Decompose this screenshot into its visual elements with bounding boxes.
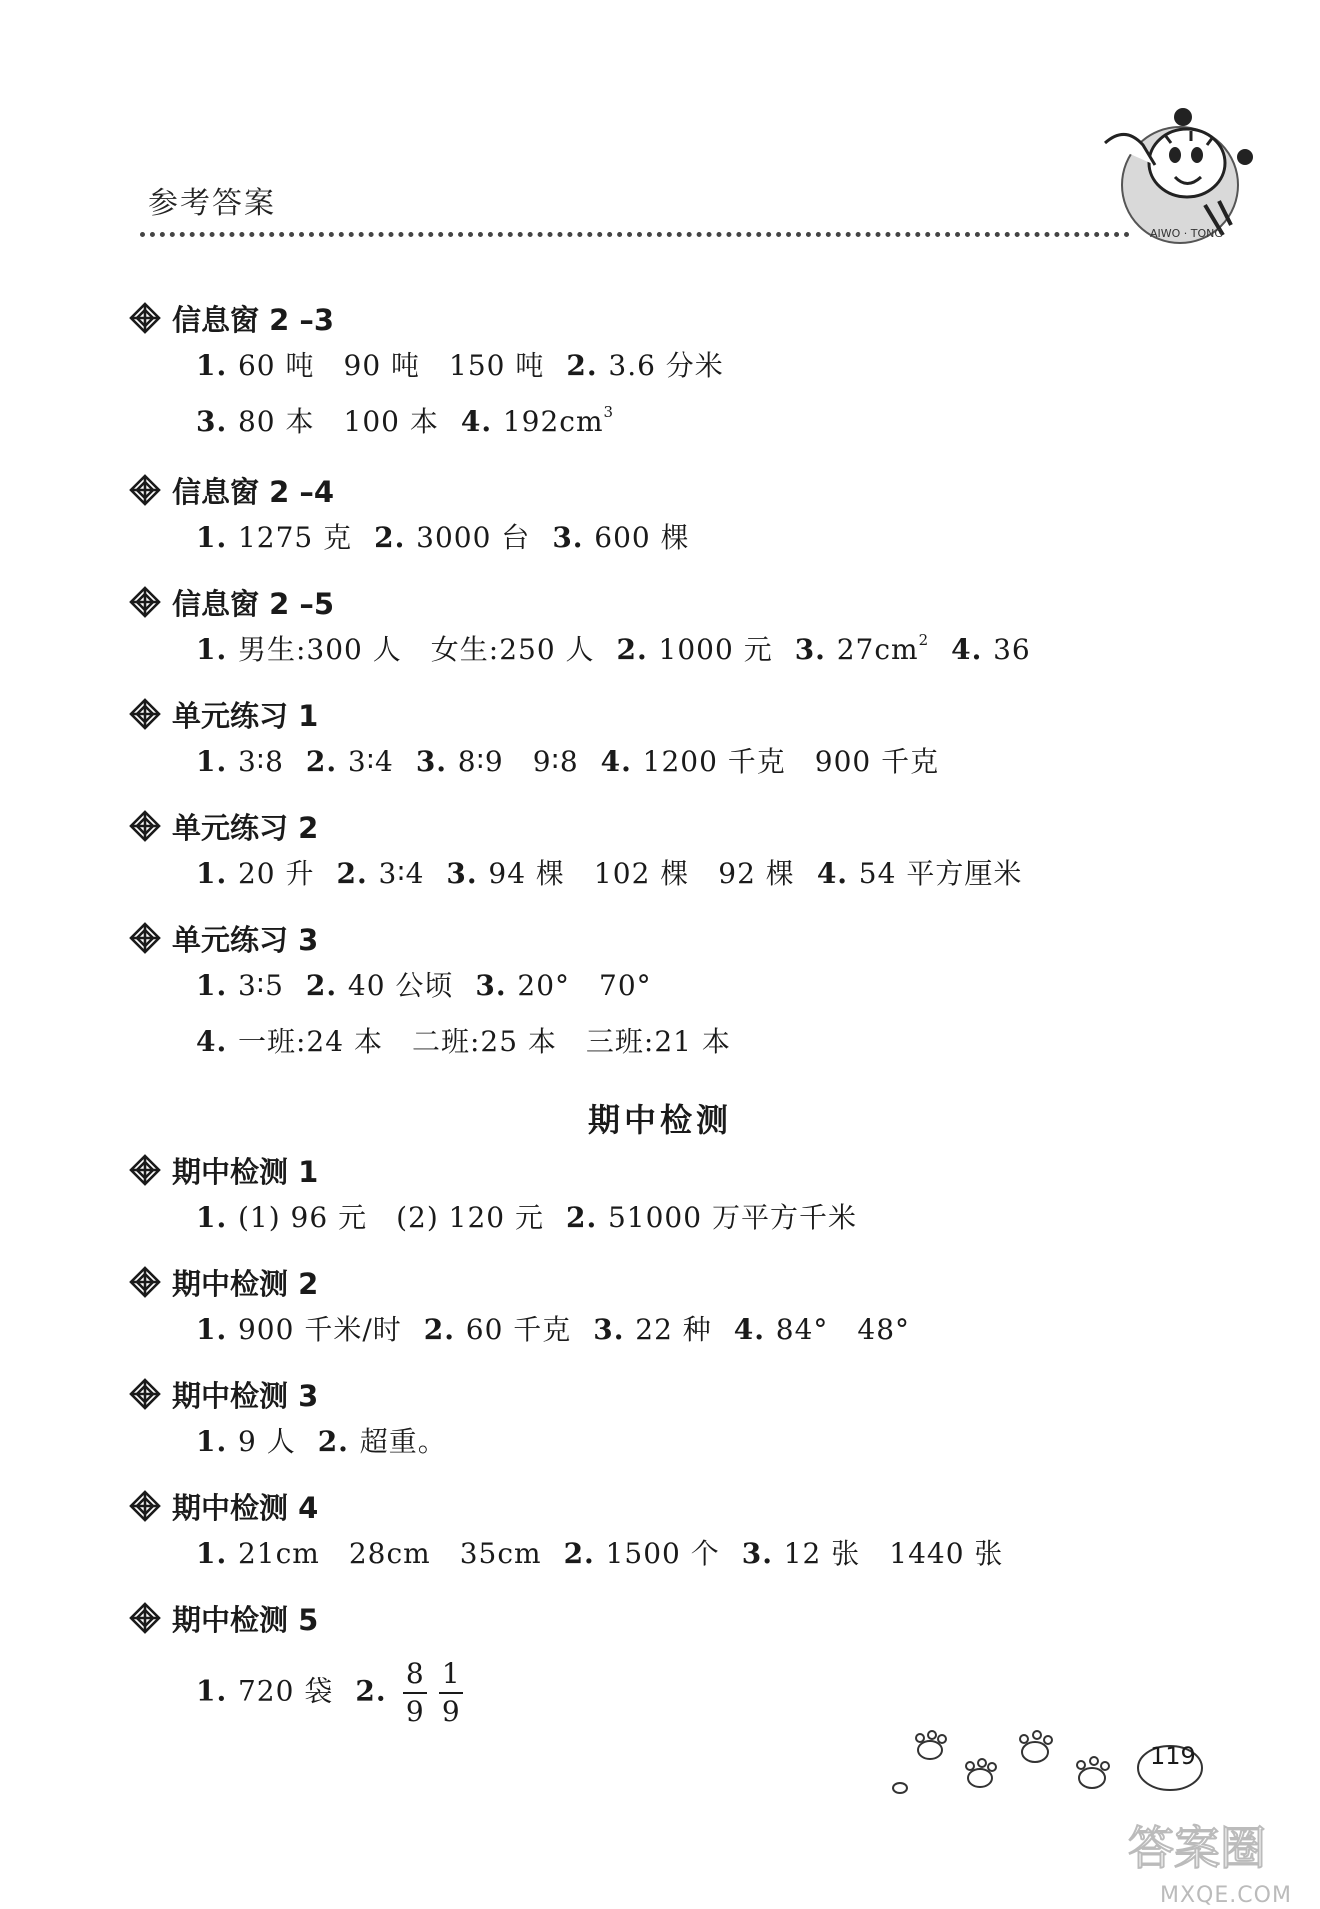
fraction-bar — [439, 1692, 463, 1694]
answer-number: 3. — [794, 633, 837, 666]
svg-text:答案圈: 答案圈 — [1128, 1821, 1266, 1875]
answer-text: 84° 48° — [775, 1313, 911, 1346]
answer-number: 2. — [566, 349, 609, 382]
answer-number: 1. — [196, 633, 238, 666]
dotted-rule — [140, 232, 1130, 237]
answer-number: 1. — [196, 745, 238, 778]
answer-text: 1200 千克 900 千克 — [642, 745, 940, 778]
section-heading — [128, 806, 954, 846]
section-heading — [128, 694, 871, 734]
svg-text:MXQE.COM: MXQE.COM — [1160, 1883, 1292, 1908]
answer-number: 4. — [951, 633, 994, 666]
fraction-denominator: 9 — [441, 1695, 461, 1728]
diamond-bullet-icon — [128, 301, 162, 335]
fraction-bar — [403, 1692, 427, 1694]
answer-number: 4. — [460, 405, 503, 438]
answer-text: 600 棵 — [594, 521, 690, 554]
mid-term-heading: 期中检测 — [587, 1101, 732, 1139]
answer-section — [128, 806, 1023, 902]
answer-text: 1500 个 — [605, 1537, 720, 1570]
answer-number: 2. — [563, 1537, 606, 1570]
answer-number: 2. — [336, 857, 379, 890]
answer-text: 54 平方厘米 — [858, 857, 1023, 890]
answer-number: 3. — [475, 969, 518, 1002]
answer-section — [128, 1262, 911, 1358]
answer-section — [128, 470, 690, 566]
answer-line — [196, 1190, 857, 1246]
answer-text: 900 千米/时 — [237, 1313, 402, 1346]
answer-section — [128, 1486, 1004, 1582]
answer-number: 1. — [196, 1674, 238, 1708]
answer-section — [128, 1374, 447, 1470]
answer-section — [128, 1598, 461, 1728]
answer-text: 3∶4 — [378, 857, 425, 890]
answer-text: 超重。 — [359, 1425, 447, 1458]
answer-number: 2. — [355, 1674, 398, 1708]
answer-number: 3. — [552, 521, 595, 554]
answer-number: 4. — [196, 1025, 238, 1058]
answer-text: 21cm 28cm 35cm — [237, 1537, 542, 1570]
answer-text: 20 升 — [237, 857, 315, 890]
answer-number: 3. — [196, 405, 238, 438]
answer-number: 4. — [733, 1313, 776, 1346]
answer-line — [196, 1526, 1003, 1582]
page-header-title: 参考答案 — [148, 186, 276, 221]
fraction — [403, 1657, 427, 1728]
section-heading — [128, 1486, 935, 1526]
fraction-numerator: 8 — [405, 1657, 425, 1690]
answer-section — [128, 694, 940, 790]
answer-line — [196, 846, 1022, 902]
answer-text: 20° 70° — [517, 969, 652, 1002]
fraction — [439, 1657, 463, 1728]
answer-text: 9 人 — [237, 1425, 296, 1458]
section-title: 信息窗 2 –3 — [172, 302, 335, 337]
answer-text: 一班:24 本 二班:25 本 三班:21 本 — [237, 1025, 731, 1058]
unit-exponent: 3 — [603, 403, 615, 421]
answer-number: 1. — [196, 1425, 238, 1458]
answer-line — [196, 338, 724, 394]
section-heading — [128, 1262, 842, 1302]
section-heading — [128, 582, 963, 622]
section-heading — [128, 1374, 379, 1414]
answer-text: 3000 台 — [416, 521, 531, 554]
answer-text: 80 本 100 本 — [237, 405, 439, 438]
answer-number: 1. — [196, 1313, 238, 1346]
answer-section — [128, 582, 1031, 678]
section-title: 期中检测 3 — [172, 1378, 319, 1413]
answer-number: 3. — [593, 1313, 636, 1346]
answer-line — [196, 394, 724, 450]
section-heading — [128, 1598, 401, 1638]
answer-number: 1. — [196, 521, 238, 554]
answer-text: 男生:300 人 女生:250 人 — [237, 633, 595, 666]
tiger-mascot-icon — [1095, 105, 1255, 255]
answer-line — [196, 734, 939, 790]
answer-line — [196, 1302, 910, 1358]
answer-line — [196, 1657, 469, 1728]
answer-number: 1. — [196, 969, 238, 1002]
section-heading — [128, 298, 656, 338]
answer-line — [196, 958, 731, 1014]
answer-text: 12 张 1440 张 — [783, 1537, 1004, 1570]
answer-number: 3. — [446, 857, 489, 890]
answer-number: 2. — [616, 633, 659, 666]
section-heading — [128, 470, 622, 510]
diamond-bullet-icon — [128, 1489, 162, 1523]
section-title: 期中检测 4 — [172, 1490, 319, 1525]
answer-text: 27cm — [836, 633, 919, 666]
answer-text: 3∶5 — [237, 969, 284, 1002]
answer-line — [196, 510, 690, 566]
answer-text: 3∶4 — [347, 745, 394, 778]
section-heading — [128, 918, 663, 958]
answer-number: 1. — [196, 857, 238, 890]
section-title: 期中检测 5 — [172, 1602, 319, 1637]
section-title: 信息窗 2 –5 — [172, 586, 335, 621]
answer-number: 2. — [305, 969, 348, 1002]
answer-text: 36 — [993, 633, 1031, 666]
section-title: 单元练习 3 — [172, 922, 319, 957]
answer-text: 192cm — [502, 405, 604, 438]
answer-line — [196, 622, 1031, 678]
answer-number: 2. — [317, 1425, 360, 1458]
answer-line — [196, 1414, 447, 1470]
diamond-bullet-icon — [128, 921, 162, 955]
answer-text: 60 千克 — [465, 1313, 572, 1346]
answer-number: 2. — [305, 745, 348, 778]
answer-number: 3. — [415, 745, 458, 778]
diamond-bullet-icon — [128, 1601, 162, 1635]
answer-number: 3. — [741, 1537, 784, 1570]
section-title: 期中检测 1 — [172, 1154, 319, 1189]
diamond-bullet-icon — [128, 585, 162, 619]
answer-text: 720 袋 — [237, 1674, 334, 1708]
answer-section — [128, 918, 731, 1070]
answer-text: 94 棵 102 棵 92 棵 — [488, 857, 795, 890]
answer-text: 51000 万平方千米 — [607, 1201, 857, 1234]
diamond-bullet-icon — [128, 473, 162, 507]
answer-number: 1. — [196, 1201, 238, 1234]
fraction-denominator: 9 — [405, 1695, 425, 1728]
watermark-logo — [1120, 1808, 1320, 1909]
answer-text: 3∶8 — [237, 745, 284, 778]
diamond-bullet-icon — [128, 1153, 162, 1187]
answer-text: 8∶9 9∶8 — [457, 745, 579, 778]
answer-text: 40 公顷 — [347, 969, 454, 1002]
page-number: 119 — [1150, 1742, 1196, 1770]
section-heading — [128, 1150, 789, 1190]
answer-number: 2. — [423, 1313, 466, 1346]
diamond-bullet-icon — [128, 1265, 162, 1299]
answer-section — [128, 298, 724, 450]
section-title: 信息窗 2 –4 — [172, 474, 335, 509]
unit-exponent: 2 — [918, 631, 930, 649]
answer-line — [196, 1014, 731, 1070]
section-title: 单元练习 1 — [172, 698, 319, 733]
answer-text: 22 种 — [635, 1313, 712, 1346]
fraction-numerator: 1 — [441, 1657, 461, 1690]
answer-number: 2. — [565, 1201, 608, 1234]
answer-text: 1275 克 — [237, 521, 353, 554]
answer-text: 1000 元 — [658, 633, 773, 666]
answer-number: 4. — [816, 857, 859, 890]
answer-text: 60 吨 90 吨 150 吨 — [237, 349, 545, 382]
answer-section — [128, 1150, 857, 1246]
svg-text:AIWO · TONG: AIWO · TONG — [1150, 227, 1223, 240]
answer-number: 1. — [196, 1537, 238, 1570]
section-title: 期中检测 2 — [172, 1266, 319, 1301]
section-title: 单元练习 2 — [172, 810, 319, 845]
answer-number: 4. — [600, 745, 643, 778]
answer-number: 1. — [196, 349, 238, 382]
diamond-bullet-icon — [128, 697, 162, 731]
answer-text: 3.6 分米 — [608, 349, 724, 382]
diamond-bullet-icon — [128, 809, 162, 843]
diamond-bullet-icon — [128, 1377, 162, 1411]
answer-number: 2. — [374, 521, 417, 554]
answer-text: (1) 96 元 (2) 120 元 — [237, 1201, 544, 1234]
